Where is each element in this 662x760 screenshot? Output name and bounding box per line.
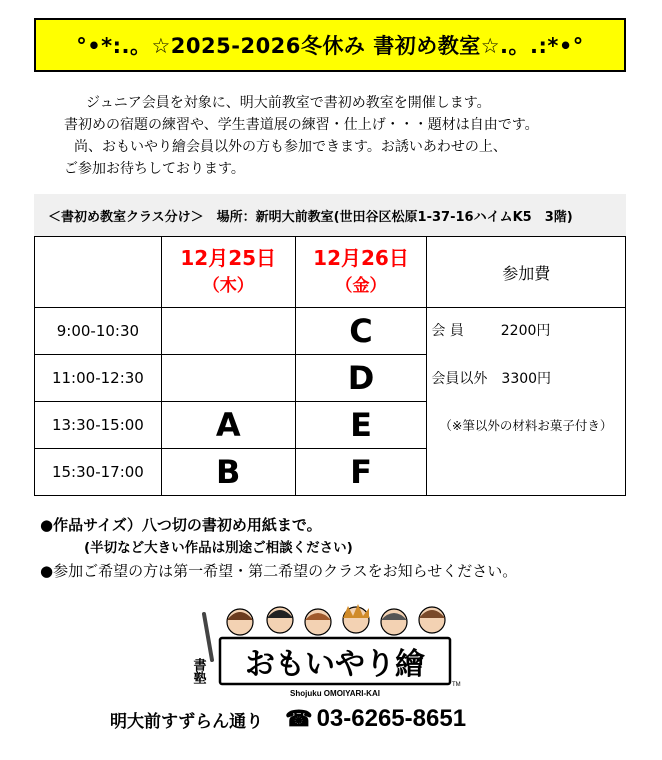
- logo-main-text: おもいやり繪: [245, 647, 425, 682]
- fee-note: （※筆以外の材料お菓子付き）: [439, 418, 613, 433]
- fee-header-cell: [427, 237, 626, 308]
- footer-phone: 03-6265-8651: [316, 705, 467, 732]
- intro-line-1: ジュニア会員を対象に、明大前教室で書初め教室を開催します。: [86, 95, 491, 111]
- time-slot: 15:30-17:00: [35, 449, 162, 496]
- date-2-cell: [295, 237, 427, 308]
- intro-line-2: 書初めの宿題の練習や、学生書道展の練習・仕上げ・・・題材は自由です。: [64, 117, 539, 133]
- footer-phone-group: [285, 705, 466, 733]
- class-cell: C: [295, 308, 427, 355]
- telephone-icon: ☎: [285, 706, 313, 731]
- class-location-bar: [34, 194, 626, 236]
- class-cell: B: [161, 449, 295, 496]
- table-row: [35, 308, 626, 355]
- fee-header: 参加費: [502, 263, 551, 283]
- omoiyari-logo: [190, 600, 470, 700]
- corner-cell: [35, 237, 162, 308]
- time-slot: 11:00-12:30: [35, 355, 162, 402]
- banner-title: °•*:.。☆2025-2026冬休み 書初め教室☆.。.:*•°: [76, 34, 584, 58]
- date-1-cell: [161, 237, 295, 308]
- title-banner: [34, 18, 626, 72]
- date-1-weekday: （木）: [202, 276, 254, 296]
- notes: [40, 514, 517, 583]
- logo-romaji: Shojuku OMOIYARI-KAI: [290, 689, 380, 698]
- time-slot: 13:30-15:00: [35, 402, 162, 449]
- note-request: ●参加ご希望の方は第一希望・第二希望のクラスをお知らせください。: [40, 562, 518, 580]
- intro-line-4: ご参加お待ちしております。: [64, 161, 245, 177]
- class-cell: A: [161, 402, 295, 449]
- class-cell: F: [295, 449, 427, 496]
- class-location-text: ＜書初め教室クラス分け＞ 場所：新明大前教室(世田谷区松原1-37-16ハイムK5 3階): [48, 209, 573, 225]
- footer-contact: [110, 702, 570, 736]
- class-cell: D: [295, 355, 427, 402]
- schedule-table: [34, 236, 626, 496]
- note-size: ●作品サイズ）八つ切の書初め用紙まで。: [40, 516, 322, 534]
- class-cell: E: [295, 402, 427, 449]
- class-cell: [161, 355, 295, 402]
- footer-street: 明大前すずらん通り: [110, 711, 264, 732]
- date-1-day: 12月25日: [180, 246, 277, 270]
- fee-nonmember: 会員以外 3300円: [431, 371, 552, 387]
- date-2-day: 12月26日: [313, 246, 409, 270]
- logo-side-text: 書塾: [190, 658, 206, 684]
- schedule-header-row: [35, 237, 626, 308]
- date-2-weekday: （金）: [335, 276, 387, 296]
- logo-tm: TM: [452, 682, 461, 688]
- intro-text: [64, 92, 644, 180]
- fee-member: 会 員 2200円: [431, 323, 551, 339]
- intro-line-3: 尚、おもいやり繪会員以外の方も参加できます。お誘いあわせの上、: [74, 139, 507, 155]
- fee-details-cell: [427, 308, 626, 496]
- note-size-sub: (半切など大きい作品は別途ご相談ください): [84, 540, 353, 556]
- class-cell: [161, 308, 295, 355]
- time-slot: 9:00-10:30: [35, 308, 162, 355]
